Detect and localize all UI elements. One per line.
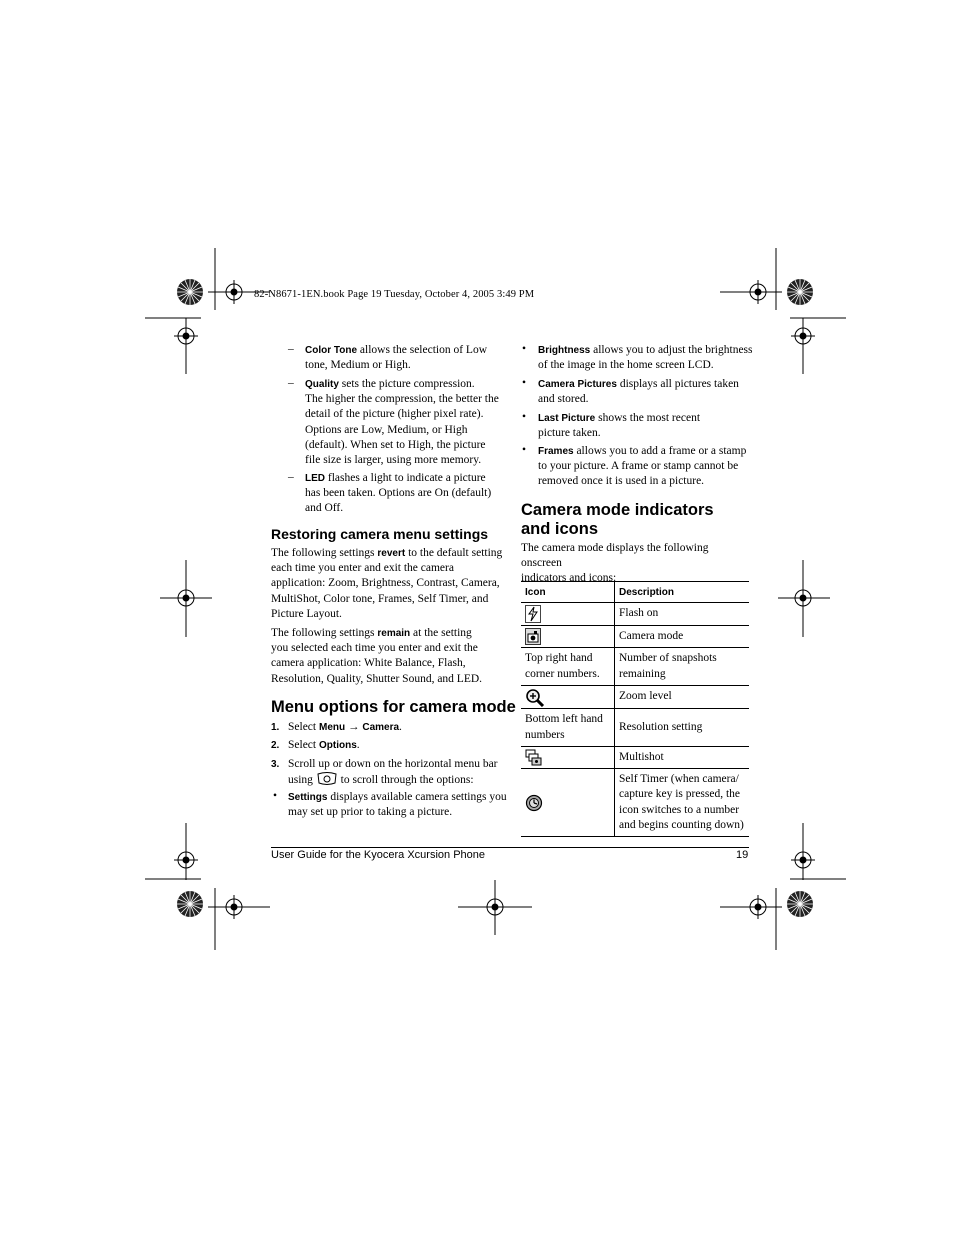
- icon-text-cell: Top right hand corner numbers.: [521, 648, 615, 686]
- camera-icon: [525, 628, 541, 645]
- table-row: [521, 686, 749, 709]
- table-row: [521, 603, 749, 626]
- bullet-marker: •: [522, 444, 527, 456]
- led-item: LED flashes a light to indicate a picture has been taken. Options are On (default) and Off.: [305, 472, 492, 515]
- step-number: 2.: [271, 740, 280, 751]
- footer-rule: [271, 847, 749, 848]
- print-header: 82-N8671-1EN.book Page 19 Tuesday, October 4, 2005 3:49 PM: [254, 289, 535, 300]
- settings-item: Settings displays available camera settings you may set up prior to taking a picture.: [288, 791, 507, 819]
- description-cell: Multishot: [615, 747, 750, 769]
- table-header-row: [521, 582, 749, 603]
- icon-cell: [521, 626, 615, 648]
- bullet-marker: •: [522, 377, 527, 389]
- bullet-marker: •: [522, 343, 527, 355]
- camera-pictures-item: Camera Pictures displays all pictures taken and stored.: [538, 378, 739, 406]
- zoom-icon: [525, 688, 545, 707]
- step-number: 3.: [271, 759, 280, 770]
- dash-marker: –: [288, 471, 294, 483]
- dash-marker: –: [288, 343, 294, 355]
- table-row: [521, 648, 749, 686]
- indicators-table: [521, 581, 749, 837]
- page-number: 19: [736, 849, 749, 861]
- icon-column-header: Icon: [521, 582, 615, 603]
- restore-paragraph-1: The following settings revert to the default setting each time you enter and exit the camera application: Zoom, Brightness, Contrast, Camera, MultiShot, Color tone, Frames, Self Timer, and Picture Layout.: [271, 547, 503, 620]
- menu-options-heading: Menu options for camera mode: [271, 698, 516, 716]
- step-2: Select Options.: [288, 739, 360, 751]
- icon-cell: [521, 686, 615, 709]
- table-row: [521, 709, 749, 747]
- restore-heading: Restoring camera menu settings: [271, 526, 489, 542]
- indicators-intro: The camera mode displays the following onscreen indicators and icons:: [521, 542, 709, 585]
- navigation-key-icon: [316, 772, 338, 786]
- description-cell: Number of snapshots remaining: [615, 648, 750, 686]
- self-timer-icon: [525, 794, 543, 812]
- multishot-icon: [525, 749, 543, 767]
- icon-cell: [521, 769, 615, 837]
- step-number: 1.: [271, 722, 280, 733]
- restore-paragraph-2: The following settings remain at the setting you selected each time you enter and exit the camera application: White Balance, Flash, Resolution, Quality, Shutter Sound, and LED.: [271, 627, 483, 685]
- table-row: [521, 747, 749, 769]
- icon-cell: [521, 747, 615, 769]
- flash-icon: [525, 605, 541, 623]
- step-3: Scroll up or down on the horizontal menu bar using to scroll through the options:: [288, 758, 498, 787]
- description-cell: Flash on: [615, 603, 750, 626]
- bullet-marker: •: [273, 790, 278, 802]
- icon-cell: [521, 603, 615, 626]
- description-cell: Self Timer (when camera/ capture key is pressed, the icon switches to a number and begins counting down): [615, 769, 750, 837]
- quality-item: Quality sets the picture compression. The higher the compression, the better the detail of the picture (higher pixel rate). Options are Low, Medium, or High (default). When set to High, the picture file size is larger, using more memory.: [305, 378, 499, 467]
- description-cell: Zoom level: [615, 686, 750, 709]
- description-column-header: Description: [615, 582, 750, 603]
- description-cell: Resolution setting: [615, 709, 750, 747]
- table-row: [521, 769, 749, 837]
- description-cell: Camera mode: [615, 626, 750, 648]
- bullet-marker: •: [522, 411, 527, 423]
- icon-text-cell: Bottom left hand numbers: [521, 709, 615, 747]
- last-picture-item: Last Picture shows the most recent picture taken.: [538, 412, 701, 440]
- brightness-item: Brightness allows you to adjust the brightness of the image in the home screen LCD.: [538, 344, 753, 372]
- color-tone-item: Color Tone allows the selection of Low tone, Medium or High.: [305, 344, 488, 372]
- frames-item: Frames allows you to add a frame or a stamp to your picture. A frame or stamp cannot be removed once it is used in a picture.: [538, 445, 747, 488]
- dash-marker: –: [288, 377, 294, 389]
- table-row: [521, 626, 749, 648]
- step-1: Select Menu → Camera.: [288, 721, 402, 733]
- footer-title: User Guide for the Kyocera Xcursion Phone: [271, 849, 486, 861]
- indicators-heading: Camera mode indicators and icons: [521, 501, 714, 538]
